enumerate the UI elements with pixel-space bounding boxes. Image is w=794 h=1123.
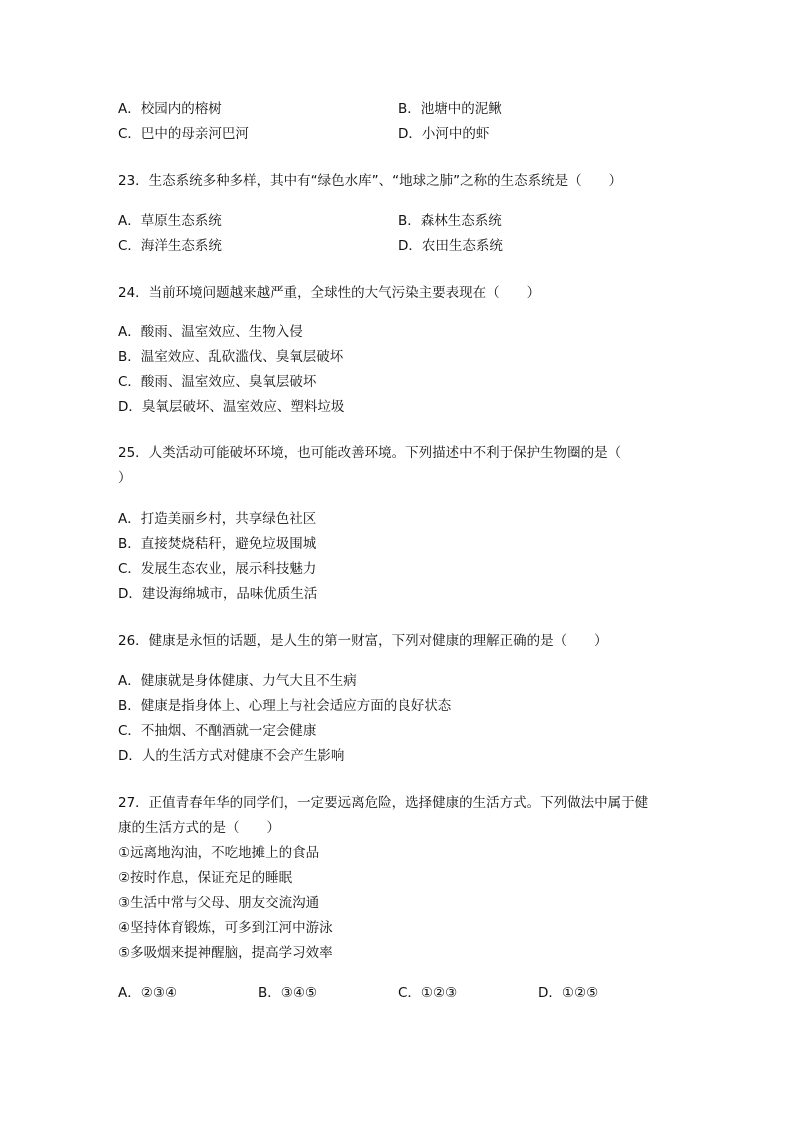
q25-option-d: D．建设海绵城市，品味优质生活 (118, 586, 318, 602)
q26-option-b: B．健康是指身体上、心理上与社会适应方面的良好状态 (118, 698, 452, 714)
q24-stem: 24．当前环境问题越来越严重，全球性的大气污染主要表现在（ ） (118, 285, 541, 301)
q27-stem-line2: 康的生活方式的是（ ） (118, 820, 280, 836)
q24-option-c: C．酸雨、温室效应、臭氧层破坏 (118, 374, 317, 390)
q27-option-a: A．②③④ (118, 985, 178, 1001)
q23-option-c: C．海洋生态系统 (118, 238, 222, 254)
q27-statement-2: ②按时作息，保证充足的睡眠 (118, 870, 293, 886)
q25-stem-line2: ） (118, 470, 132, 486)
q23-stem: 23．生态系统多种多样，其中有“绿色水库”、“地球之肺”之称的生态系统是（ ） (118, 173, 623, 189)
q25-option-b: B．直接焚烧秸秆，避免垃圾围城 (118, 536, 317, 552)
q23-option-b: B．森林生态系统 (398, 213, 502, 229)
q25-stem-line1: 25．人类活动可能破坏环境，也可能改善环境。下列描述中不利于保护生物圈的是（ (118, 445, 622, 461)
q22-option-b: B．池塘中的泥鳅 (398, 101, 502, 117)
q26-option-c: C．不抽烟、不酗酒就一定会健康 (118, 723, 317, 739)
q23-option-a: A．草原生态系统 (118, 213, 222, 229)
q27-stem-line1: 27．正值青春年华的同学们，一定要远离危险，选择健康的生活方式。下列做法中属于健 (118, 795, 649, 811)
q22-option-c: C．巴中的母亲河巴河 (118, 126, 249, 142)
q27-option-c: C．①②③ (398, 985, 458, 1001)
q22-option-d: D．小河中的虾 (398, 126, 490, 142)
q27-statement-5: ⑤多吸烟来提神醒脑，提高学习效率 (118, 945, 333, 961)
q27-option-d: D．①②⑤ (538, 985, 599, 1001)
q26-option-d: D．人的生活方式对健康不会产生影响 (118, 748, 345, 764)
q23-option-d: D．农田生态系统 (398, 238, 503, 254)
q27-statement-4: ④坚持体育锻炼，可多到江河中游泳 (118, 920, 333, 936)
q26-stem: 26．健康是永恒的话题，是人生的第一财富，下列对健康的理解正确的是（ ） (118, 633, 608, 649)
q24-option-a: A．酸雨、温室效应、生物入侵 (118, 324, 303, 340)
q22-option-a: A．校园内的榕树 (118, 101, 222, 117)
q27-statement-3: ③生活中常与父母、朋友交流沟通 (118, 895, 320, 911)
q27-option-b: B．③④⑤ (258, 985, 318, 1001)
q25-option-c: C．发展生态农业，展示科技魅力 (118, 561, 317, 577)
q24-option-b: B．温室效应、乱砍滥伐、臭氧层破坏 (118, 349, 344, 365)
q25-option-a: A．打造美丽乡村，共享绿色社区 (118, 511, 317, 527)
q27-statement-1: ①远离地沟油，不吃地摊上的食品 (118, 845, 320, 861)
q26-option-a: A．健康就是身体健康、力气大且不生病 (118, 673, 357, 689)
q24-option-d: D．臭氧层破坏、温室效应、塑料垃圾 (118, 399, 345, 415)
